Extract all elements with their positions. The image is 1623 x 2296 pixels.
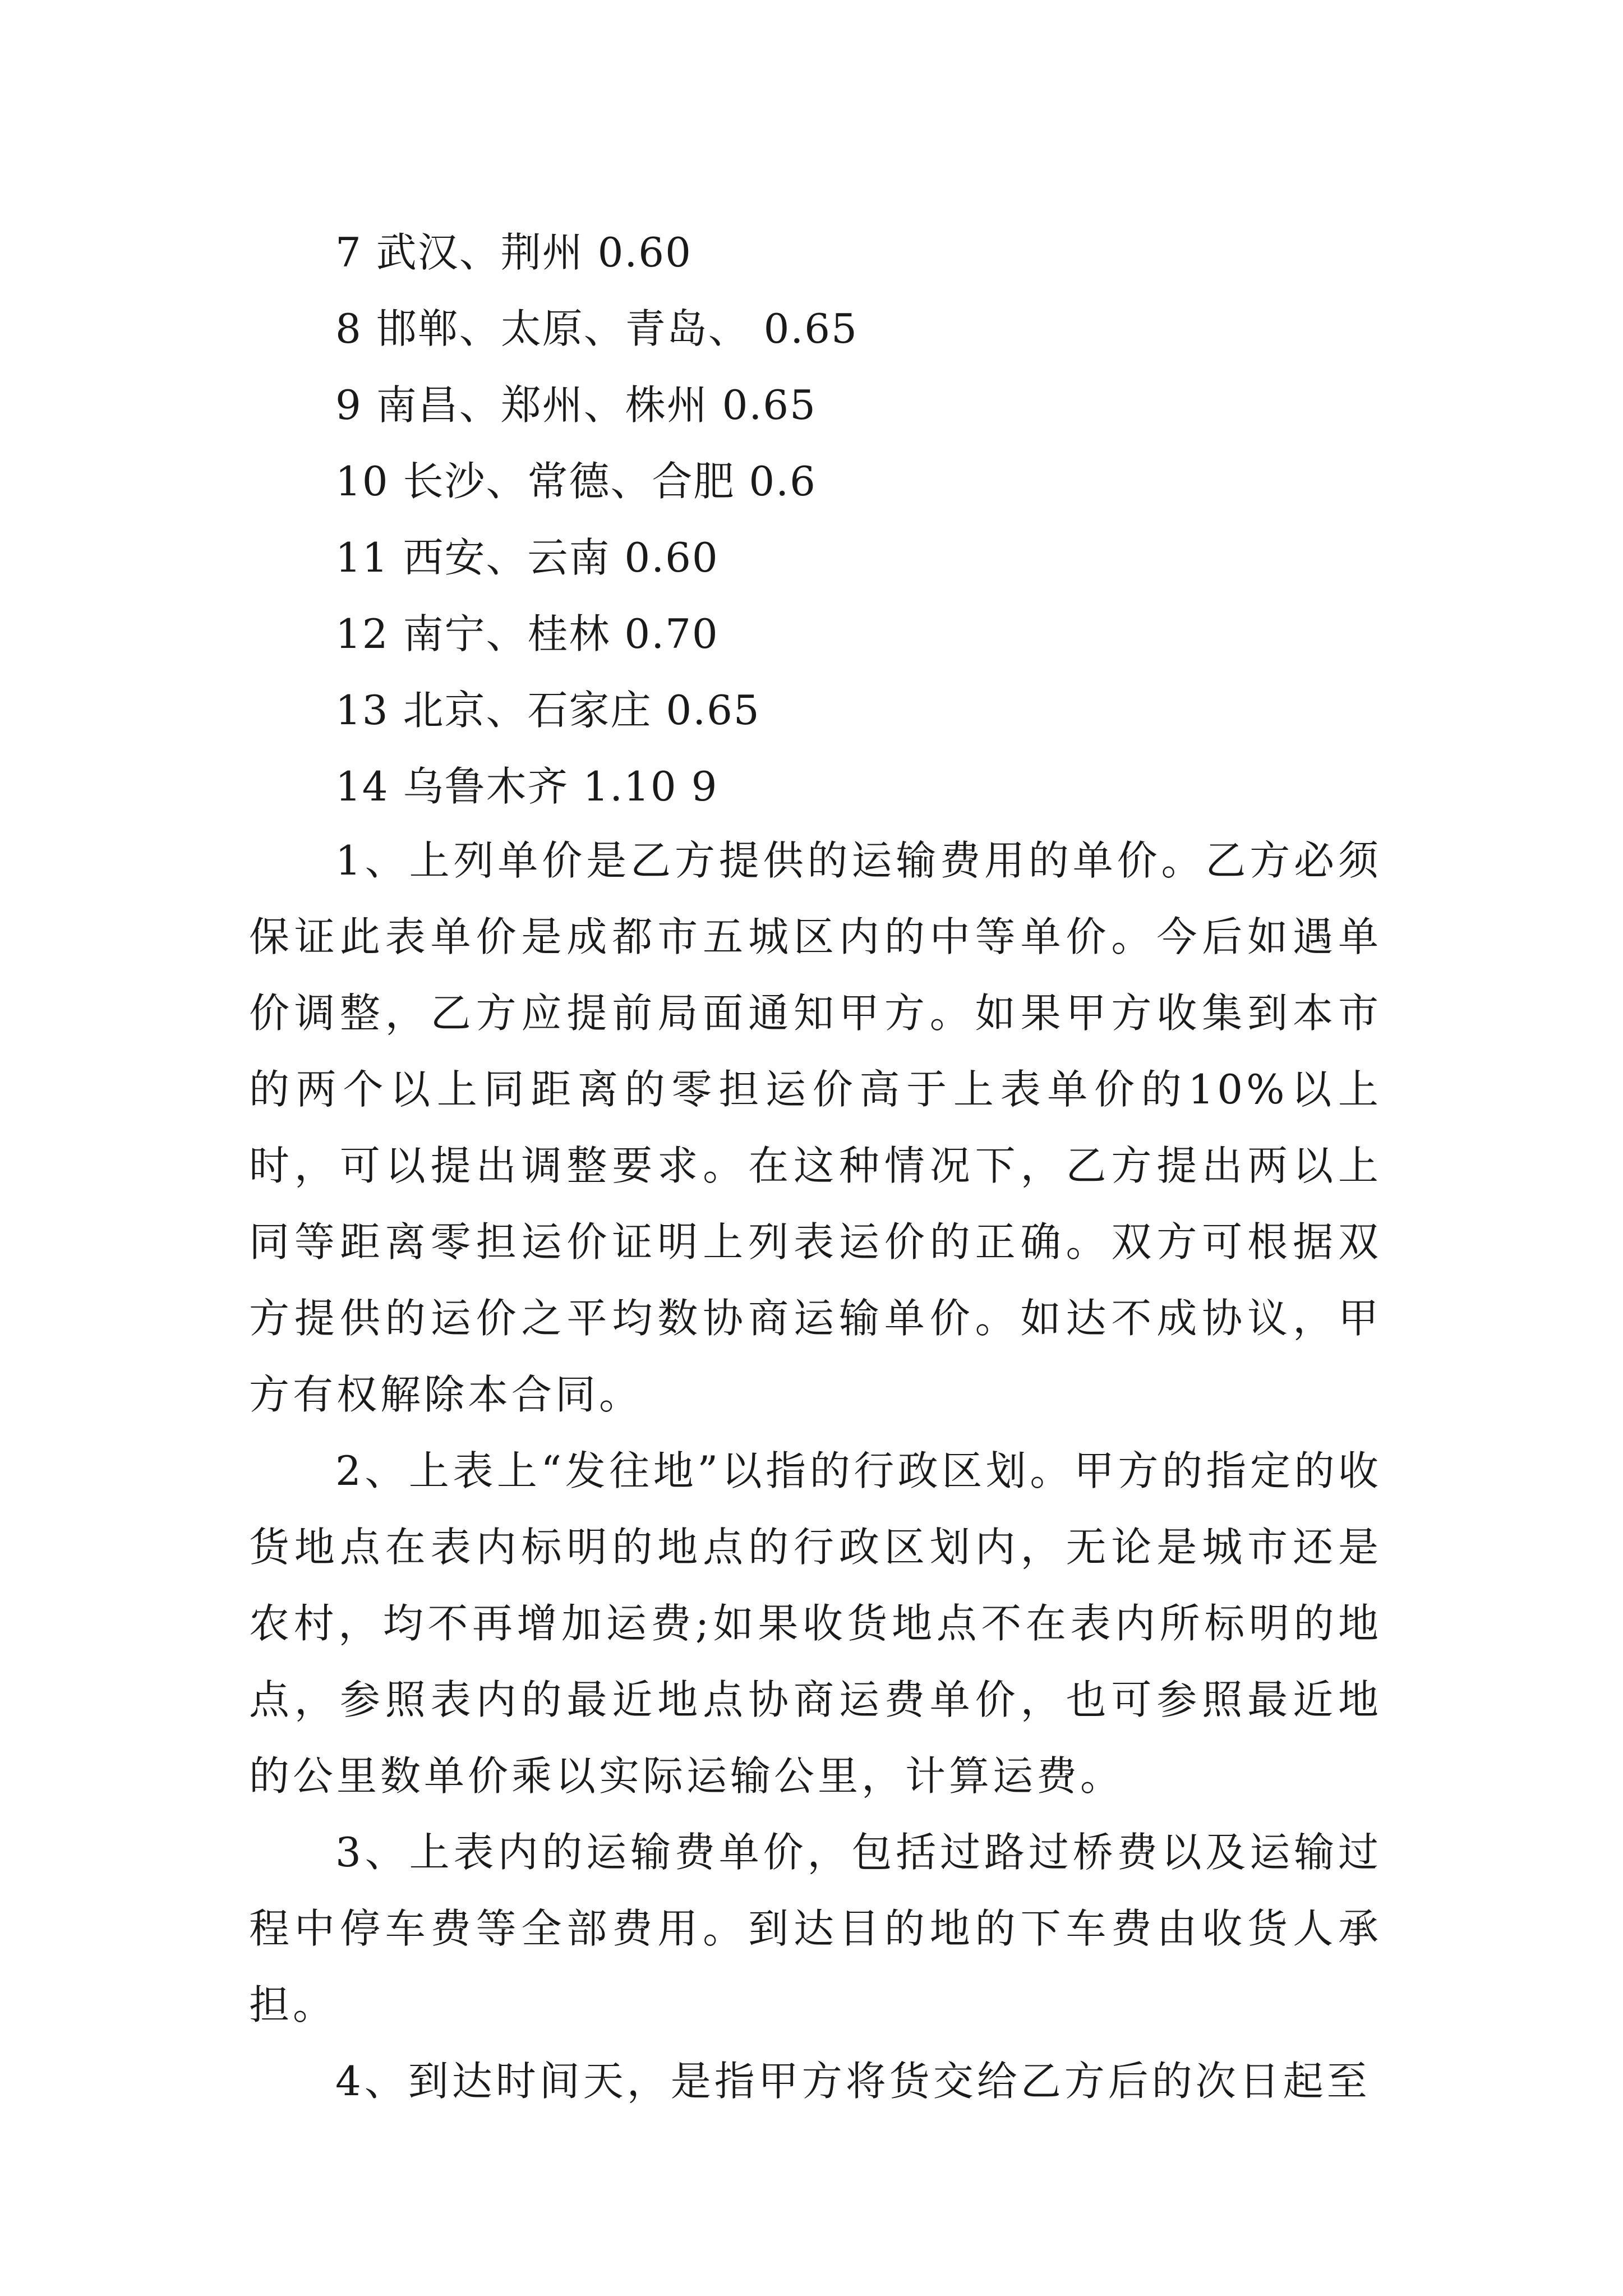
paragraph-1: 1、上列单价是乙方提供的运输费用的单价。乙方必须保证此表单价是成都市五城区内的中等单价。今后如遇单价调整，乙方应提前局面通知甲方。如果甲方收集到本市的两个以上同距离的零担运价高于上表单价的10%以上时，可以提出调整要求。在这种情况下，乙方提出两以上同等距离零担运价证明上列表运价的正确。双方可根据双方提供的运价之平均数协商运输单价。如达不成协议，甲方有权解除本合同。 [249,837,1382,1418]
list-item: 7 武汉、荆州 0.60 [335,229,692,276]
terms-body [249,822,1382,2119]
rate-list [335,214,1401,825]
list-item: 9 南昌、郑州、株州 0.65 [335,381,817,429]
list-item: 13 北京、石家庄 0.65 [335,687,760,734]
list-item: 14 乌鲁木齐 1.10 9 [335,763,718,810]
paragraph-2: 2、上表上“发往地”以指的行政区划。甲方的指定的收货地点在表内标明的地点的行政区划内，无论是城市还是农村，均不再增加运费;如果收货地点不在表内所标明的地点，参照表内的最近地点协商运费单价，也可参照最近地的公里数单价乘以实际运输公里，计算运费。 [249,1447,1382,1800]
list-item: 11 西安、云南 0.60 [335,534,719,581]
list-item: 12 南宁、桂林 0.70 [335,610,719,657]
list-item: 10 长沙、常德、合肥 0.6 [335,458,817,505]
list-item: 8 邯郸、太原、青岛、 0.65 [335,305,858,352]
paragraph-3: 3、上表内的运输费单价，包括过路过桥费以及运输过程中停车费等全部费用。到达目的地的下车费由收货人承担。 [249,1829,1382,2028]
paragraph-4: 4、到达时间天，是指甲方将货交给乙方后的次日起至 [335,2058,1371,2105]
